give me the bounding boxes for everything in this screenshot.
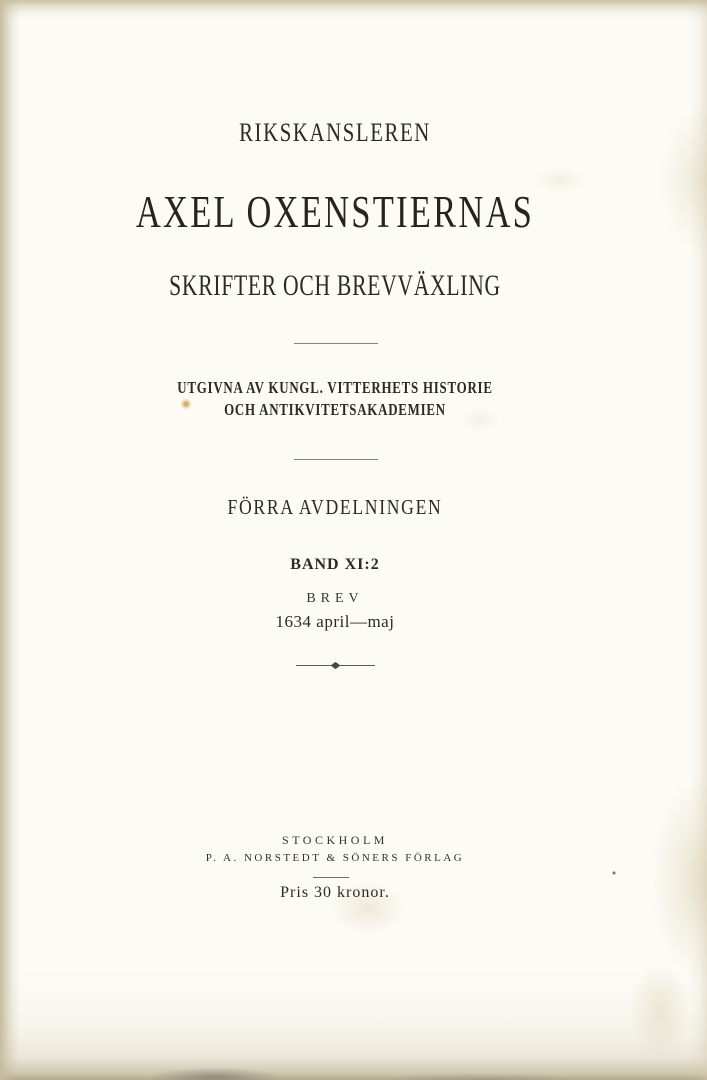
issued-by-line-1: UTGIVNA AV KUNGL. VITTERHETS HISTORIE: [177, 378, 493, 397]
imprint-publisher: P. A. NORSTEDT & SÖNERS FÖRLAG: [205, 852, 465, 864]
series-title: RIKSKANSLEREN: [239, 118, 431, 147]
section-heading: FÖRRA AVDELNINGEN: [227, 495, 443, 519]
ornament-left-bar: [296, 665, 331, 666]
price-label: Pris 30 kronor.: [280, 884, 390, 901]
diamond-rule-ornament: [0, 662, 670, 669]
ornament-right-bar: [340, 665, 375, 666]
imprint-rule: [313, 877, 349, 878]
divider-rule-middle: [294, 459, 378, 460]
date-range-label: 1634 april—maj: [275, 612, 395, 631]
issued-by-line-2: OCH ANTIKVITETSAKADEMIEN: [224, 400, 446, 419]
contents-label: BREV: [306, 591, 364, 606]
divider-rule-top: [294, 343, 378, 344]
imprint-city: STOCKHOLM: [282, 833, 388, 847]
main-title: AXEL OXENSTIERNAS: [135, 186, 535, 237]
subtitle: SKRIFTER OCH BREVVÄXLING: [169, 269, 501, 302]
diamond-icon: [330, 662, 340, 669]
volume-label: BAND XI:2: [290, 556, 380, 573]
